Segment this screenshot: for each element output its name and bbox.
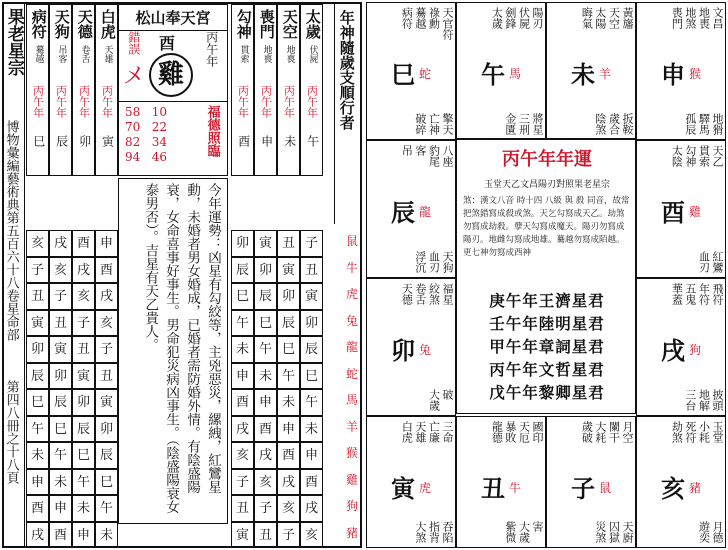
star-name: 祿勳 bbox=[427, 7, 441, 29]
star-name: 月德 bbox=[711, 521, 724, 543]
grid-cell: 午 bbox=[49, 442, 72, 469]
star-name: 地煞 bbox=[683, 7, 697, 29]
star-name: 貫索 bbox=[697, 145, 711, 167]
palace-戌 bbox=[636, 278, 726, 416]
grid-cell: 辰 bbox=[277, 310, 300, 337]
grid-cell: 卯 bbox=[49, 363, 72, 390]
palace-animal: 龍 bbox=[419, 205, 432, 219]
grid-cell: 戌 bbox=[26, 522, 49, 549]
palace-亥 bbox=[636, 416, 726, 548]
errata-label: 錯誤 bbox=[126, 31, 141, 55]
zodiac-label: 猴 bbox=[346, 446, 359, 460]
notes-text: 今年運勢：凶星有勾絞等，主兇惡災，縲絏，紅鸞星動，未婚者男女婚成，已婚者需防婚外情。有陰盛陽衰，女命喜事好事生。男命犯災病凶事生。（陰盛陽衰女泰男否）。吉星有天乙貴人。 bbox=[142, 183, 221, 514]
star-name: 地喪 bbox=[697, 7, 711, 29]
column-header-1 bbox=[49, 4, 72, 176]
star-name: 破碎 bbox=[413, 113, 427, 135]
palace-branch: 丑 bbox=[481, 474, 505, 503]
star-name: 災煞 bbox=[593, 521, 607, 543]
spine-divider bbox=[24, 4, 25, 546]
grid-cell: 未 bbox=[231, 336, 254, 363]
zodiac-label: 龍 bbox=[346, 340, 359, 354]
star-name: 絞煞 bbox=[427, 283, 441, 305]
star-name: 金匱 bbox=[503, 113, 517, 135]
center-char-circle bbox=[149, 53, 193, 97]
grid-cell: 寅 bbox=[95, 389, 118, 416]
palace-辰 bbox=[366, 140, 456, 278]
grid-cell: 辰 bbox=[95, 442, 118, 469]
notes-panel bbox=[118, 178, 228, 524]
star-name: 國印 bbox=[531, 421, 544, 443]
column-branch: 午 bbox=[305, 135, 320, 147]
grid-cell: 酉 bbox=[72, 230, 95, 257]
grid-cell: 亥 bbox=[26, 230, 49, 257]
star-name: 血刃 bbox=[427, 251, 441, 273]
grid-cell: 子 bbox=[95, 336, 118, 363]
palace-animal: 羊 bbox=[599, 67, 612, 81]
grid-cell: 戌 bbox=[277, 469, 300, 496]
grid-cell: 巳 bbox=[231, 283, 254, 310]
grid-cell: 巳 bbox=[72, 442, 95, 469]
grid-cell: 卯 bbox=[95, 416, 118, 443]
column-header-7 bbox=[300, 4, 323, 176]
grid-cell: 寅 bbox=[49, 336, 72, 363]
year-fortune-title: 丙午年年運 bbox=[502, 149, 592, 170]
grid-cell: 戌 bbox=[49, 230, 72, 257]
star-name: 血刃 bbox=[697, 251, 711, 273]
palace-branch: 申 bbox=[661, 60, 685, 89]
grid-cell: 巳 bbox=[277, 336, 300, 363]
grid-cell: 亥 bbox=[277, 495, 300, 522]
palace-申 bbox=[636, 2, 726, 140]
star-name: 小耗 bbox=[697, 421, 711, 443]
book-title: 博物彙編藝術典第五百六十八卷星命部 bbox=[3, 120, 19, 341]
grid-cell: 午 bbox=[72, 469, 95, 496]
grid-cell: 亥 bbox=[231, 442, 254, 469]
star-name: 大歲 bbox=[427, 389, 441, 411]
star-name: 八座 bbox=[441, 145, 454, 167]
star-name: 天狗 bbox=[441, 251, 454, 273]
star-name: 玉堂 bbox=[711, 421, 724, 443]
palace-animal: 雞 bbox=[689, 205, 702, 219]
column-sub-text: 貫索 bbox=[238, 45, 249, 63]
palace-branch: 亥 bbox=[661, 474, 685, 503]
star-name: 五鬼 bbox=[683, 283, 697, 305]
right-header: 年神隨歲支順行者 bbox=[337, 10, 356, 130]
grid-cell: 寅 bbox=[231, 522, 254, 549]
palace-animal: 蛇 bbox=[419, 67, 432, 81]
book-volume: 第四八冊之十八頁 bbox=[3, 380, 19, 484]
column-year-text: 丙午年 bbox=[305, 85, 319, 118]
grid-cell: 丑 bbox=[26, 283, 49, 310]
grid-cell: 酉 bbox=[254, 416, 277, 443]
star-name: 驛馬 bbox=[697, 113, 711, 135]
center-char: 雞 bbox=[157, 60, 184, 90]
palace-巳 bbox=[366, 2, 456, 140]
column-branch: 辰 bbox=[54, 135, 69, 147]
palace-午 bbox=[456, 2, 546, 140]
star-name: 亡廉 bbox=[427, 421, 441, 443]
palace-丑 bbox=[456, 416, 546, 548]
grid-cell: 卯 bbox=[254, 257, 277, 284]
star-name: 浮沉 bbox=[413, 251, 427, 273]
grid-cell: 寅 bbox=[254, 230, 277, 257]
star-name: 病符 bbox=[400, 7, 414, 29]
star-name: 客 bbox=[413, 145, 427, 156]
grid-cell: 未 bbox=[254, 363, 277, 390]
star-name: 闌干 bbox=[607, 421, 621, 443]
star-lord-item: 甲午年章詞星君 bbox=[489, 337, 605, 356]
grid-cell: 卯 bbox=[26, 336, 49, 363]
zodiac-label: 兔 bbox=[346, 313, 359, 328]
column-head-text: 天狗 bbox=[52, 9, 71, 39]
grid-cell: 巳 bbox=[300, 363, 323, 390]
zodiac-label: 狗 bbox=[346, 499, 359, 513]
grid-cell: 子 bbox=[26, 257, 49, 284]
grid-cell: 酉 bbox=[49, 522, 72, 549]
grid-cell: 子 bbox=[254, 495, 277, 522]
grid-cell: 子 bbox=[49, 283, 72, 310]
star-name: 卷舌 bbox=[413, 283, 427, 305]
star-name: 驀越 bbox=[413, 7, 427, 29]
grid-cell: 辰 bbox=[254, 283, 277, 310]
star-name: 太陽 bbox=[593, 7, 607, 29]
star-name: 吞陷 bbox=[441, 521, 454, 543]
star-name: 龍德 bbox=[490, 421, 504, 443]
column-header-6 bbox=[277, 4, 300, 176]
star-lord-item: 丙午年文哲星君 bbox=[489, 360, 605, 379]
zodiac-label: 雞 bbox=[346, 472, 359, 487]
right-page bbox=[366, 0, 728, 550]
grid-cell: 酉 bbox=[277, 442, 300, 469]
grid-cell: 丑 bbox=[95, 363, 118, 390]
grid-cell: 巳 bbox=[26, 389, 49, 416]
star-name: 天廚 bbox=[621, 521, 634, 543]
star-name: 害 bbox=[531, 521, 544, 532]
column-year-text: 丙午年 bbox=[100, 85, 114, 118]
palace-branch: 卯 bbox=[391, 336, 415, 365]
column-header-0 bbox=[26, 4, 49, 176]
star-name: 太歲 bbox=[490, 7, 504, 29]
column-branch: 寅 bbox=[100, 135, 115, 147]
zodiac-label: 羊 bbox=[346, 419, 359, 434]
grid-cell: 酉 bbox=[26, 495, 49, 522]
column-head-text: 天德 bbox=[75, 9, 94, 39]
star-name: 遊奕 bbox=[697, 521, 711, 543]
grid-cell: 未 bbox=[300, 416, 323, 443]
grid-cell: 申 bbox=[26, 469, 49, 496]
palace-animal: 虎 bbox=[419, 481, 432, 495]
star-name: 豹尾 bbox=[427, 145, 441, 167]
grid-cell: 卯 bbox=[300, 310, 323, 337]
grid-cell: 子 bbox=[300, 230, 323, 257]
palace-branch: 午 bbox=[481, 60, 505, 89]
grid-cell: 申 bbox=[231, 363, 254, 390]
star-name: 天乙 bbox=[711, 145, 724, 167]
column-header-5 bbox=[254, 4, 277, 176]
grid-cell: 辰 bbox=[300, 336, 323, 363]
center-top: 酉 bbox=[159, 34, 176, 53]
year-numbers: 58 10 70 22 82 34 94 46 bbox=[125, 105, 168, 164]
grid-cell: 亥 bbox=[95, 310, 118, 337]
column-year-text: 丙午年 bbox=[54, 85, 68, 118]
palace-box bbox=[118, 4, 228, 176]
column-head-text: 喪門 bbox=[257, 9, 276, 39]
star-name: 指背 bbox=[427, 521, 441, 543]
grid-cell: 申 bbox=[49, 495, 72, 522]
grid-cell: 酉 bbox=[300, 469, 323, 496]
grid-cell: 未 bbox=[277, 389, 300, 416]
star-name: 將星 bbox=[531, 113, 544, 135]
grid-cell: 丑 bbox=[300, 257, 323, 284]
grid-cell: 寅 bbox=[72, 363, 95, 390]
grid-cell: 辰 bbox=[49, 389, 72, 416]
star-name: 月空 bbox=[621, 421, 634, 443]
palace-酉 bbox=[636, 140, 726, 278]
column-header-3 bbox=[95, 4, 118, 176]
subtitle: 玉堂天乙文昌陽刃對照果老星宗 bbox=[483, 180, 610, 190]
grid-cell: 巳 bbox=[49, 416, 72, 443]
star-name: 白虎 bbox=[400, 421, 414, 443]
star-name: 黃旛 bbox=[621, 7, 634, 29]
grid-cell: 申 bbox=[277, 416, 300, 443]
star-name: 破 bbox=[441, 389, 454, 400]
grid-cell: 辰 bbox=[72, 416, 95, 443]
star-name: 孤辰 bbox=[683, 113, 697, 135]
grid-cell: 丑 bbox=[231, 495, 254, 522]
grid-cell: 卯 bbox=[72, 389, 95, 416]
star-name: 披頭 bbox=[711, 389, 724, 411]
column-header-4 bbox=[231, 4, 254, 176]
palace-animal: 狗 bbox=[689, 343, 702, 357]
column-branch: 卯 bbox=[77, 135, 92, 147]
star-name: 囚獄 bbox=[607, 521, 621, 543]
star-name: 天德 bbox=[400, 283, 414, 305]
star-name: 陽刃 bbox=[531, 7, 544, 29]
grid-cell: 酉 bbox=[95, 257, 118, 284]
blessing: 福德照臨 bbox=[204, 105, 220, 157]
column-head-text: 勾神 bbox=[234, 9, 253, 39]
zodiac-label: 蛇 bbox=[346, 366, 359, 381]
header-divider bbox=[334, 4, 335, 224]
intro-text: 煞：漢文八音 時十四 八級 與 殺 同音，故常把煞錯寫成殺或煞。天乞勾寫成天乙。劫煞勿寫成劫殺。孽天勾寫成魔天。陽刃勿寫成陽刃。地雌勾寫成地雄。驀越勿寫成陌越。更七神勿寫成西神 bbox=[463, 196, 630, 258]
star-name: 福星 bbox=[441, 283, 454, 305]
grid-cell: 丑 bbox=[277, 230, 300, 257]
palace-未 bbox=[546, 2, 636, 140]
grid-cell: 子 bbox=[277, 522, 300, 549]
grid-cell: 丑 bbox=[72, 336, 95, 363]
zodiac-label: 鼠 bbox=[346, 234, 359, 248]
column-head-text: 太歲 bbox=[303, 9, 322, 39]
star-name: 暴敗 bbox=[503, 421, 517, 443]
palace-animal: 豬 bbox=[689, 481, 702, 495]
grid-cell: 寅 bbox=[277, 257, 300, 284]
column-branch: 申 bbox=[259, 135, 274, 147]
star-name: 劍鋒 bbox=[503, 7, 517, 29]
grid-cell: 午 bbox=[300, 389, 323, 416]
star-name: 扳鞍 bbox=[621, 113, 634, 135]
palace-branch: 未 bbox=[571, 60, 595, 89]
star-lord-item: 壬午年陸明星君 bbox=[489, 314, 605, 333]
column-head-text: 病符 bbox=[29, 9, 48, 39]
grid-cell: 午 bbox=[26, 416, 49, 443]
column-sub-text: 地喪 bbox=[261, 45, 272, 63]
column-sub-text: 地喪 bbox=[284, 45, 295, 63]
palace-title: 松山奉天宮 bbox=[119, 5, 227, 31]
star-name: 文昌 bbox=[711, 7, 724, 29]
palace-branch: 辰 bbox=[391, 198, 415, 227]
grid-cell: 申 bbox=[300, 442, 323, 469]
star-name: 三刑 bbox=[517, 113, 531, 135]
grid-cell: 子 bbox=[72, 310, 95, 337]
grid-cell: 亥 bbox=[254, 469, 277, 496]
grid-cell: 亥 bbox=[49, 257, 72, 284]
grid-cell: 申 bbox=[254, 389, 277, 416]
palace-animal: 猴 bbox=[689, 67, 702, 81]
palace-animal: 馬 bbox=[509, 67, 522, 81]
star-name: 晦氣 bbox=[580, 7, 594, 29]
grid-cell: 寅 bbox=[300, 283, 323, 310]
grid-cell: 亥 bbox=[72, 283, 95, 310]
grid-cell: 酉 bbox=[231, 389, 254, 416]
grid-cell: 巳 bbox=[254, 310, 277, 337]
star-name: 紅鸞 bbox=[711, 251, 724, 273]
grid-cell: 申 bbox=[95, 230, 118, 257]
zodiac-label: 豬 bbox=[346, 525, 359, 540]
star-name: 歲破 bbox=[580, 421, 594, 443]
star-lord-list bbox=[465, 289, 629, 404]
errata-mark: メ bbox=[123, 64, 146, 89]
grid-cell: 戌 bbox=[254, 442, 277, 469]
star-name: 死符 bbox=[683, 421, 697, 443]
star-name: 喪門 bbox=[670, 7, 684, 29]
star-name: 陰煞 bbox=[593, 113, 607, 135]
column-year-text: 丙午年 bbox=[259, 85, 273, 118]
column-year-text: 丙午年 bbox=[236, 85, 250, 118]
palace-branch: 巳 bbox=[391, 60, 415, 89]
star-name: 華蓋 bbox=[670, 283, 684, 305]
grid-cell: 戌 bbox=[231, 416, 254, 443]
grid-cell: 巳 bbox=[95, 469, 118, 496]
column-sub-text: 伏屍 bbox=[307, 45, 318, 63]
column-year-text: 丙午年 bbox=[77, 85, 91, 118]
star-name: 劫煞 bbox=[670, 421, 684, 443]
palace-子 bbox=[546, 416, 636, 548]
star-name: 地猾 bbox=[711, 113, 724, 135]
spine-title: 果老星宗 bbox=[3, 8, 24, 76]
column-branch: 巳 bbox=[31, 135, 46, 147]
star-name: 吊 bbox=[400, 145, 414, 156]
star-name: 歲合 bbox=[607, 113, 621, 135]
column-branch: 未 bbox=[282, 135, 297, 147]
grid-cell: 子 bbox=[231, 469, 254, 496]
column-sub-text: 驀越 bbox=[33, 45, 44, 63]
grid-cell: 未 bbox=[72, 495, 95, 522]
palace-branch: 戌 bbox=[661, 336, 685, 365]
star-lord-item: 戊午年黎卿星君 bbox=[489, 383, 605, 402]
grid-cell: 午 bbox=[254, 336, 277, 363]
grid-cell: 辰 bbox=[231, 257, 254, 284]
grid-cell: 丑 bbox=[254, 522, 277, 549]
palace-branch: 酉 bbox=[661, 198, 685, 227]
grid-cell: 未 bbox=[49, 469, 72, 496]
column-year-text: 丙午年 bbox=[31, 85, 45, 118]
star-name: 勾神 bbox=[683, 145, 697, 167]
grid-cell: 午 bbox=[277, 363, 300, 390]
column-sub-text: 卷舌 bbox=[79, 45, 90, 63]
grid-cell: 午 bbox=[95, 495, 118, 522]
star-name: 紫微 bbox=[503, 521, 517, 543]
grid-cell: 丑 bbox=[49, 310, 72, 337]
star-name: 天厄 bbox=[517, 421, 531, 443]
star-name: 天官符 bbox=[441, 7, 454, 40]
star-name: 年符 bbox=[697, 283, 711, 305]
star-name: 地解 bbox=[697, 389, 711, 411]
star-name: 天空 bbox=[607, 7, 621, 29]
column-sub-text: 吊客 bbox=[56, 45, 67, 63]
grid-cell: 未 bbox=[95, 522, 118, 549]
palace-animal: 牛 bbox=[509, 481, 522, 495]
palace-animal: 鼠 bbox=[599, 481, 612, 495]
grid-cell: 卯 bbox=[277, 283, 300, 310]
palace-卯 bbox=[366, 278, 456, 416]
grid-cell: 戌 bbox=[300, 495, 323, 522]
column-branch: 酉 bbox=[236, 135, 251, 147]
grid-cell: 戌 bbox=[72, 257, 95, 284]
palace-branch: 寅 bbox=[391, 474, 415, 503]
grid-cell: 申 bbox=[72, 522, 95, 549]
zodiac-label: 馬 bbox=[346, 393, 359, 407]
star-name: 三命 bbox=[441, 421, 454, 443]
grid-cell: 未 bbox=[26, 442, 49, 469]
grid-cell: 寅 bbox=[26, 310, 49, 337]
star-name: 擎天 bbox=[441, 113, 454, 135]
star-name: 亡神 bbox=[427, 113, 441, 135]
star-name: 伏屍 bbox=[517, 7, 531, 29]
grid-cell: 午 bbox=[231, 310, 254, 337]
star-name: 大耗 bbox=[593, 421, 607, 443]
star-name: 三台 bbox=[683, 389, 697, 411]
star-lord-item: 庚午年王濟星君 bbox=[489, 291, 605, 310]
zodiac-label: 虎 bbox=[346, 287, 359, 301]
center-panel bbox=[456, 138, 636, 414]
zodiac-label: 牛 bbox=[346, 260, 359, 275]
palace-寅 bbox=[366, 416, 456, 548]
column-head-text: 白虎 bbox=[98, 9, 117, 39]
column-sub-text: 天雄 bbox=[102, 45, 113, 63]
grid-cell: 戌 bbox=[95, 283, 118, 310]
palace-branch: 子 bbox=[571, 474, 595, 503]
palace-animal: 兔 bbox=[419, 343, 432, 357]
column-year-text: 丙午年 bbox=[282, 85, 296, 118]
column-head-text: 天空 bbox=[280, 9, 299, 39]
star-name: 大煞 bbox=[413, 521, 427, 543]
column-header-2 bbox=[72, 4, 95, 176]
star-name: 天雄 bbox=[413, 421, 427, 443]
star-name: 飛符 bbox=[711, 283, 724, 305]
grid-cell: 亥 bbox=[300, 522, 323, 549]
star-name: 太陰 bbox=[670, 145, 684, 167]
palace-year: 丙午年 bbox=[204, 31, 219, 67]
grid-cell: 卯 bbox=[231, 230, 254, 257]
grid-cell: 辰 bbox=[26, 363, 49, 390]
star-name: 大歲 bbox=[517, 521, 531, 543]
